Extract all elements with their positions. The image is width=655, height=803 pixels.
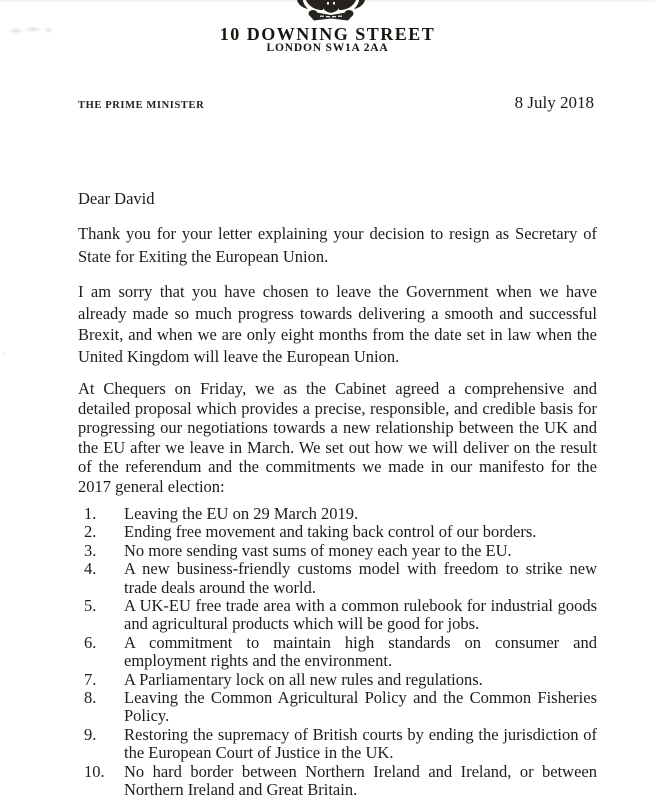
- list-item-number: 4.: [84, 559, 97, 579]
- paragraph-3: At Chequers on Friday, we as the Cabinet agreed a comprehensive and detailed proposal which provides a precise, responsible, and credible basis for progressing our negotiations towards a new relationship between the UK and the EU after we leave in March. We set out how we will deliver on the result of the referendum and the commitments we made in our manifesto for the 2017 general election:: [78, 379, 597, 496]
- list-item: [78, 560, 597, 597]
- list-item-number: 5.: [84, 596, 97, 616]
- list-item-text: A new business-friendly customs model with freedom to strike new trade deals around the world.: [124, 559, 597, 597]
- salutation: Dear David: [78, 189, 155, 208]
- list-item: [78, 597, 597, 634]
- list-item-number: 8.: [84, 688, 97, 708]
- list-item-text: Restoring the supremacy of British courts by ending the jurisdiction of the European Court of Justice in the UK.: [124, 724, 597, 763]
- list-item-text: No more sending vast sums of money each year to the EU.: [124, 540, 512, 560]
- royal-crest-icon: [296, 0, 366, 23]
- list-item-number: 1.: [84, 504, 97, 523]
- list-item-number: 3.: [84, 540, 97, 560]
- list-item-number: 10.: [84, 761, 105, 781]
- scan-fleck-artifact: [1, 352, 7, 355]
- list-item-text: Leaving the Common Agricultural Policy and the Common Fisheries Policy.: [124, 688, 597, 726]
- commitments-list: [78, 505, 597, 800]
- list-item-number: 7.: [84, 669, 97, 689]
- meta-row: [78, 93, 594, 113]
- letter-body: [78, 188, 597, 800]
- list-item-text: Ending free movement and taking back control of our borders.: [124, 522, 537, 542]
- list-item-text: A Parliamentary lock on all new rules and regulations.: [124, 669, 483, 689]
- list-item: [78, 671, 597, 689]
- list-item-text: No hard border between Northern Ireland and Ireland, or between Northern Ireland and Great Britain.: [124, 761, 597, 800]
- paragraph-1: Thank you for your letter explaining your decision to resign as Secretary of State for Exiting the European Union.: [78, 224, 597, 266]
- paragraph-2: I am sorry that you have chosen to leave the Government when we have already made so much progress towards delivering a smooth and successful Brexit, and when we are only eight months from the date set in law when the United Kingdom will leave the European Union.: [78, 282, 597, 366]
- list-item: [78, 505, 597, 523]
- list-item: [78, 763, 597, 800]
- letterhead-address-line1: 10 DOWNING STREET: [219, 24, 436, 44]
- letter-date: 8 July 2018: [514, 93, 594, 112]
- list-item: [78, 634, 597, 671]
- list-item-text: A UK-EU free trade area with a common rulebook for industrial goods and agricultural products which will be good for jobs.: [124, 596, 597, 634]
- list-item-number: 2.: [84, 522, 97, 542]
- list-item-text: A commitment to maintain high standards on consumer and employment rights and the environment.: [124, 632, 597, 671]
- sender-title: THE PRIME MINISTER: [78, 100, 205, 111]
- list-item-number: 6.: [84, 632, 97, 652]
- letterhead-address-line2: LONDON SW1A 2AA: [266, 42, 389, 54]
- list-item-text: Leaving the EU on 29 March 2019.: [124, 504, 359, 523]
- list-item: [78, 542, 597, 560]
- list-item: [78, 689, 597, 726]
- list-item: [78, 726, 597, 763]
- list-item-number: 9.: [84, 724, 97, 744]
- list-item: [78, 523, 597, 541]
